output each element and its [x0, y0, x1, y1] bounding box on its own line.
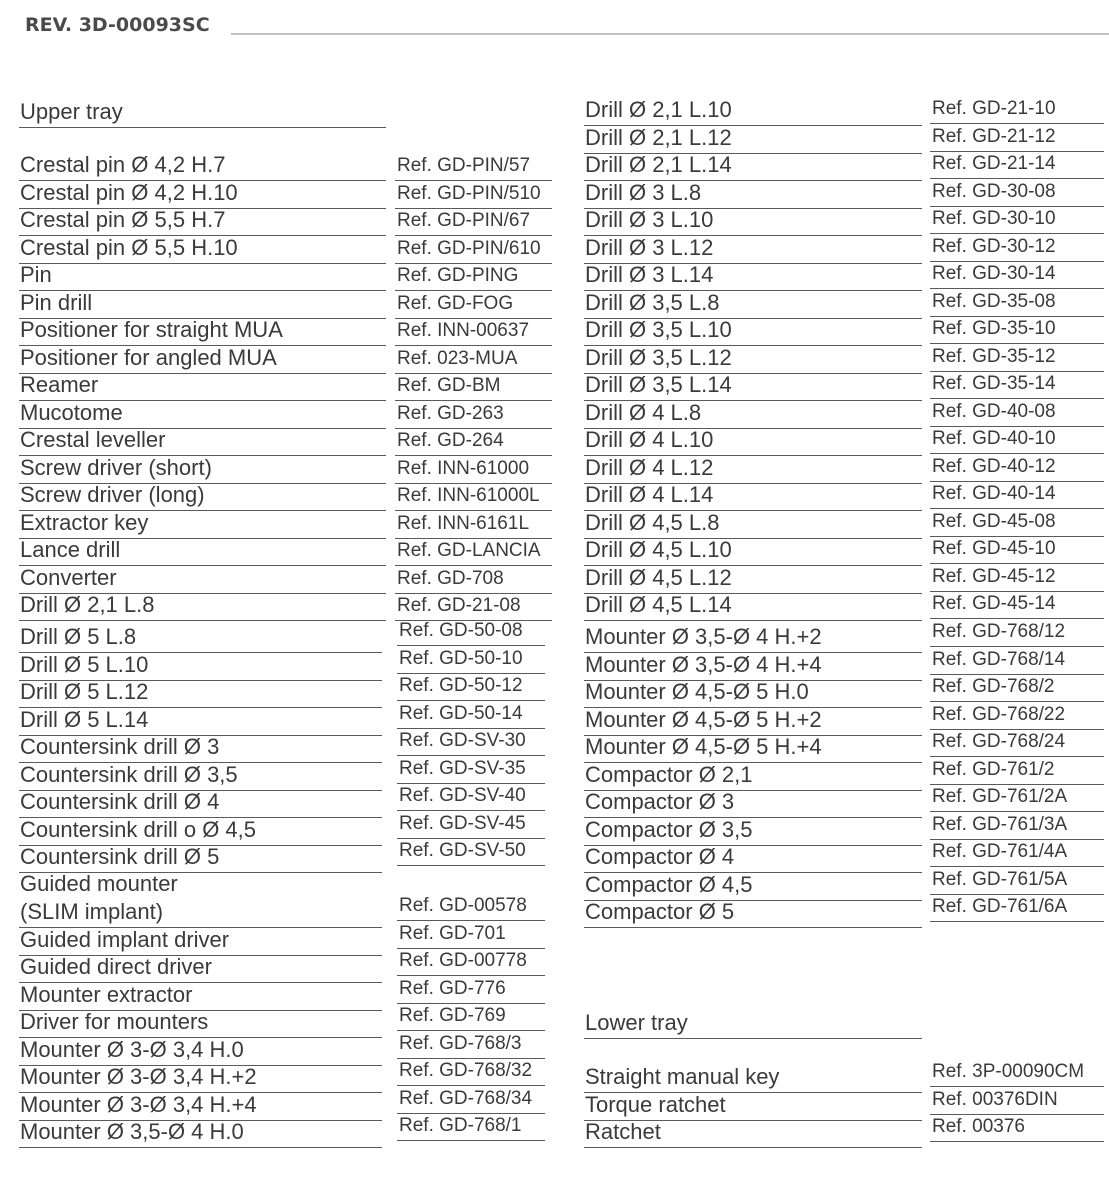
right-item-ref: Ref. GD-45-12	[930, 564, 1104, 592]
left-item-name: Crestal leveller	[19, 426, 386, 456]
left-item-ref: Ref. GD-PIN/67	[395, 208, 552, 236]
left-item-name: Driver for mounters	[19, 1008, 382, 1038]
right-item-ref: Ref. GD-30-08	[930, 179, 1104, 207]
right-item-name: Drill Ø 4,5 L.10	[584, 536, 922, 566]
left-item-ref: Ref. GD-SV-45	[397, 811, 545, 839]
left-item-name: Converter	[19, 564, 386, 594]
right-item-name: Mounter Ø 4,5-Ø 5 H.0	[584, 678, 922, 708]
left-item-name: Crestal pin Ø 5,5 H.7	[19, 206, 386, 236]
left-item-name: Crestal pin Ø 4,2 H.10	[19, 179, 386, 209]
right-item-name: Drill Ø 3 L.12	[584, 234, 922, 264]
left-item-name: Mounter Ø 3-Ø 3,4 H.0	[19, 1036, 382, 1066]
left-item-name: Screw driver (short)	[19, 454, 386, 484]
right-item-ref: Ref. GD-21-12	[930, 124, 1104, 152]
right-item-name: Drill Ø 3,5 L.10	[584, 316, 922, 346]
left-item-name: Mounter Ø 3-Ø 3,4 H.+4	[19, 1091, 382, 1121]
left-item-name: Countersink drill Ø 3	[19, 733, 382, 763]
right-item-ref: Ref. GD-45-10	[930, 536, 1104, 564]
lower-item-ref: Ref. 00376DIN	[930, 1087, 1104, 1115]
right-item-name: Compactor Ø 3,5	[584, 816, 922, 846]
left-item-name: Screw driver (long)	[19, 481, 386, 511]
left-item-ref: Ref. GD-263	[395, 401, 552, 429]
right-item-ref: Ref. GD-21-10	[930, 96, 1104, 124]
left-item-ref: Ref. GD-LANCIA	[395, 538, 552, 566]
left-item-ref: Ref. GD-BM	[395, 373, 552, 401]
left-item-ref: Ref. GD-SV-35	[397, 756, 545, 784]
left-item-ref: Ref. GD-768/34	[397, 1086, 545, 1114]
left-item-name: Mounter Ø 3-Ø 3,4 H.+2	[19, 1063, 382, 1093]
left-item-ref: Ref. GD-FOG	[395, 291, 552, 319]
right-item-name: Drill Ø 4 L.12	[584, 454, 922, 484]
left-item-name: Drill Ø 5 L.12	[19, 678, 382, 708]
lower-item-name: Ratchet	[584, 1118, 922, 1148]
left-item-ref: Ref. GD-21-08	[395, 593, 552, 621]
left-item-ref: Ref. INN-61000	[395, 456, 552, 484]
right-item-ref: Ref. GD-768/24	[930, 729, 1104, 757]
right-item-name: Mounter Ø 4,5-Ø 5 H.+2	[584, 706, 922, 736]
right-item-ref: Ref. GD-40-12	[930, 454, 1104, 482]
left-item-name: Countersink drill Ø 4	[19, 788, 382, 818]
left-item-ref: Ref. GD-SV-40	[397, 783, 545, 811]
left-item-name: (SLIM implant)	[19, 898, 382, 928]
left-item-name: Positioner for straight MUA	[19, 316, 386, 346]
left-item-ref: Ref. GD-776	[397, 976, 545, 1004]
right-item-name: Drill Ø 3 L.10	[584, 206, 922, 236]
right-item-ref: Ref. GD-35-08	[930, 289, 1104, 317]
right-item-name: Mounter Ø 4,5-Ø 5 H.+4	[584, 733, 922, 763]
left-item-ref: Ref. 023-MUA	[395, 346, 552, 374]
right-item-ref: Ref. GD-21-14	[930, 151, 1104, 179]
lower-item-ref: Ref. 3P-00090CM	[930, 1059, 1104, 1087]
left-item-name: Extractor key	[19, 509, 386, 539]
left-item-ref: Ref. INN-6161L	[395, 511, 552, 539]
left-item-ref: Ref. GD-50-12	[397, 673, 545, 701]
left-item-name: Lance drill	[19, 536, 386, 566]
left-item-name: Drill Ø 5 L.8	[19, 623, 382, 653]
left-item-ref: Ref. GD-768/3	[397, 1031, 545, 1059]
lower-item-name: Torque ratchet	[584, 1091, 922, 1121]
right-item-name: Mounter Ø 3,5-Ø 4 H.+2	[584, 623, 922, 653]
right-item-name: Drill Ø 3,5 L.14	[584, 371, 922, 401]
left-item-ref: Ref. GD-701	[397, 921, 545, 949]
left-item-name: Positioner for angled MUA	[19, 344, 386, 374]
header-rule	[231, 33, 1109, 35]
left-item-name: Pin drill	[19, 289, 386, 319]
right-item-ref: Ref. GD-768/2	[930, 674, 1104, 702]
left-item-name: Guided implant driver	[19, 926, 382, 956]
right-item-name: Compactor Ø 2,1	[584, 761, 922, 791]
right-item-name: Drill Ø 3 L.8	[584, 179, 922, 209]
right-item-name: Compactor Ø 4	[584, 843, 922, 873]
left-item-ref: Ref. GD-50-14	[397, 701, 545, 729]
right-item-ref: Ref. GD-45-14	[930, 591, 1104, 619]
left-item-name: Drill Ø 5 L.14	[19, 706, 382, 736]
left-item-ref: Ref. GD-50-10	[397, 646, 545, 674]
left-item-name: Drill Ø 2,1 L.8	[19, 591, 386, 621]
right-item-ref: Ref. GD-761/2	[930, 757, 1104, 785]
right-item-ref: Ref. GD-768/14	[930, 647, 1104, 675]
left-item-ref: Ref. INN-00637	[395, 318, 552, 346]
right-item-ref: Ref. GD-30-10	[930, 206, 1104, 234]
left-item-name: Crestal pin Ø 5,5 H.10	[19, 234, 386, 264]
left-item-name: Mounter extractor	[19, 981, 382, 1011]
right-item-name: Drill Ø 2,1 L.12	[584, 124, 922, 154]
left-item-ref: Ref. GD-768/1	[397, 1113, 545, 1141]
right-item-name: Drill Ø 4 L.8	[584, 399, 922, 429]
right-item-name: Drill Ø 4,5 L.12	[584, 564, 922, 594]
left-item-ref: Ref. GD-768/32	[397, 1058, 545, 1086]
right-item-ref: Ref. GD-768/22	[930, 702, 1104, 730]
left-item-ref: Ref. GD-PING	[395, 263, 552, 291]
right-item-ref: Ref. GD-40-08	[930, 399, 1104, 427]
left-item-name: Crestal pin Ø 4,2 H.7	[19, 151, 386, 181]
left-item-name: Mounter Ø 3,5-Ø 4 H.0	[19, 1118, 382, 1148]
right-item-ref: Ref. GD-30-12	[930, 234, 1104, 262]
left-item-name: Pin	[19, 261, 386, 291]
right-item-ref: Ref. GD-30-14	[930, 261, 1104, 289]
left-item-name: Countersink drill Ø 3,5	[19, 761, 382, 791]
right-item-name: Drill Ø 4 L.14	[584, 481, 922, 511]
lower-tray-title: Lower tray	[584, 1009, 922, 1039]
right-item-ref: Ref. GD-35-12	[930, 344, 1104, 372]
lower-item-name: Straight manual key	[584, 1063, 922, 1093]
right-item-name: Drill Ø 2,1 L.10	[584, 96, 922, 126]
lower-item-ref: Ref. 00376	[930, 1114, 1104, 1142]
right-item-name: Mounter Ø 3,5-Ø 4 H.+4	[584, 651, 922, 681]
right-item-name: Compactor Ø 4,5	[584, 871, 922, 901]
right-item-ref: Ref. GD-761/4A	[930, 839, 1104, 867]
right-item-ref: Ref. GD-40-10	[930, 426, 1104, 454]
guided-mounter-name-line1: Guided mounter	[20, 871, 178, 896]
right-item-ref: Ref. GD-35-14	[930, 371, 1104, 399]
right-item-name: Drill Ø 2,1 L.14	[584, 151, 922, 181]
right-item-name: Compactor Ø 3	[584, 788, 922, 818]
right-item-name: Drill Ø 4,5 L.14	[584, 591, 922, 621]
left-item-name: Drill Ø 5 L.10	[19, 651, 382, 681]
left-item-ref: Ref. GD-PIN/610	[395, 236, 552, 264]
left-item-name: Mucotome	[19, 399, 386, 429]
left-item-ref: Ref. GD-264	[395, 428, 552, 456]
left-item-ref: Ref. INN-61000L	[395, 483, 552, 511]
left-item-ref: Ref. GD-SV-50	[397, 838, 545, 866]
right-item-name: Drill Ø 4,5 L.8	[584, 509, 922, 539]
left-item-name: Reamer	[19, 371, 386, 401]
left-item-ref: Ref. GD-00778	[397, 948, 545, 976]
left-item-ref: Ref. GD-708	[395, 566, 552, 594]
right-item-ref: Ref. GD-35-10	[930, 316, 1104, 344]
revision-label: REV. 3D-00093SC	[25, 14, 210, 36]
left-item-ref: Ref. GD-PIN/510	[395, 181, 552, 209]
right-item-ref: Ref. GD-768/12	[930, 619, 1104, 647]
left-item-ref: Ref. GD-SV-30	[397, 728, 545, 756]
right-item-ref: Ref. GD-761/6A	[930, 894, 1104, 922]
left-item-name: Countersink drill o Ø 4,5	[19, 816, 382, 846]
right-item-ref: Ref. GD-761/3A	[930, 812, 1104, 840]
right-item-name: Drill Ø 3,5 L.8	[584, 289, 922, 319]
right-item-name: Drill Ø 4 L.10	[584, 426, 922, 456]
right-item-ref: Ref. GD-45-08	[930, 509, 1104, 537]
left-item-ref: Ref. GD-PIN/57	[395, 153, 552, 181]
right-item-ref: Ref. GD-761/2A	[930, 784, 1104, 812]
left-item-name: Countersink drill Ø 5	[19, 843, 382, 873]
right-item-ref: Ref. GD-761/5A	[930, 867, 1104, 895]
right-item-name: Compactor Ø 5	[584, 898, 922, 928]
right-item-ref: Ref. GD-40-14	[930, 481, 1104, 509]
right-item-name: Drill Ø 3,5 L.12	[584, 344, 922, 374]
left-item-ref: Ref. GD-00578	[397, 893, 545, 921]
left-item-ref: Ref. GD-50-08	[397, 618, 545, 646]
right-item-name: Drill Ø 3 L.14	[584, 261, 922, 291]
left-item-ref: Ref. GD-769	[397, 1003, 545, 1031]
upper-tray-title: Upper tray	[19, 98, 386, 128]
left-item-name: Guided direct driver	[19, 953, 382, 983]
